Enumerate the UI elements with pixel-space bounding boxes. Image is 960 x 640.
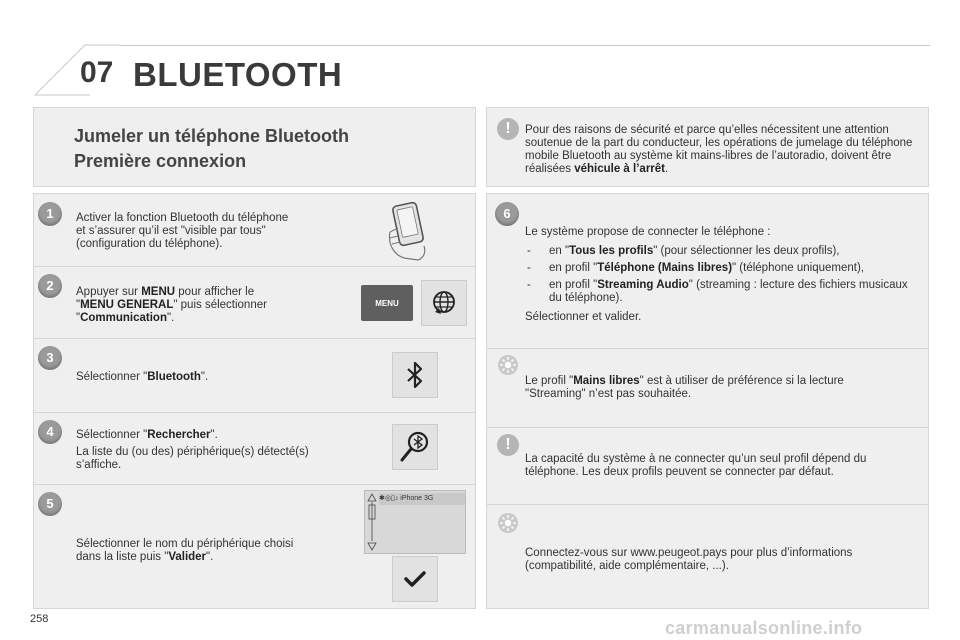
step-badge-1: 1 — [38, 202, 62, 226]
device-list-screen — [364, 490, 466, 554]
step-6-text: Le système propose de connecter le téléphone : - en "Tous les profils" (pour sélectionner les deux profils), - en profil "Téléphone (Mains libres)" (téléphone uniquement), - en profil "Streaming Audio" (streaming : lecture des fichiers musicaux du téléphone). Sélectionner et valider. — [525, 226, 920, 324]
safety-warning-text: Pour des raisons de sécurité et parce qu’elles nécessitent une attention soutenue de la part du conducteur, les opérations de jumelage du téléphone mobile Bluetooth au système kit mains-libres de l’autoradio, doivent être réalisées véhicule à l’arrêt. — [525, 124, 913, 175]
device-name: iPhone 3G — [400, 495, 434, 502]
warning-icon: ! — [497, 118, 519, 140]
header-rule — [120, 45, 930, 46]
watermark: carmanualsonline.info — [665, 618, 863, 638]
tip-sun-icon — [497, 512, 519, 534]
step-3-text: Sélectionner "Bluetooth". — [76, 371, 209, 383]
website-tip-text: Connectez-vous sur www.peugeot.pays pour plus d’informations (compatibilité, aide complémentaire, ...). — [525, 547, 853, 572]
profile-option: - en profil "Téléphone (Mains libres)" (téléphone uniquement), — [525, 262, 920, 275]
step-5-text: Sélectionner le nom du périphérique choisi dans la liste puis "Valider". — [76, 538, 294, 563]
bluetooth-search-icon — [392, 424, 438, 470]
profile-options-list — [525, 245, 920, 305]
info-panel — [486, 193, 929, 609]
step-1-text: Activer la fonction Bluetooth du téléphone et s’assurer qu’il est "visible par tous" (configuration du téléphone). — [76, 212, 289, 250]
profile-option: - en "Tous les profils" (pour sélectionner les deux profils), — [525, 245, 920, 258]
bluetooth-icon — [392, 352, 438, 398]
menu-button-icon: MENU — [361, 285, 413, 321]
step-4-text: Sélectionner "Rechercher". La liste du (ou des) périphérique(s) détecté(s) s’affiche. — [76, 429, 309, 471]
phone-in-hand-icon — [384, 198, 434, 264]
note-warning-icon: ! — [497, 434, 519, 456]
section-subtitle: Première connexion — [74, 151, 247, 171]
step-badge-2: 2 — [38, 274, 62, 298]
device-list-row — [379, 493, 465, 505]
section-title: Jumeler un téléphone Bluetooth — [74, 126, 350, 146]
scroll-rail-icon — [367, 493, 377, 551]
section-title-panel — [33, 107, 476, 187]
profile-option: - en profil "Streaming Audio" (streaming : lecture des fichiers musicaux du téléphone). — [525, 279, 920, 305]
step-badge-4: 4 — [38, 420, 62, 444]
safety-warning-panel — [486, 107, 929, 187]
step-badge-5: 5 — [38, 492, 62, 516]
chapter-number: 07 — [80, 56, 114, 89]
profile-capacity-note: La capacité du système à ne connecter qu’un seul profil dépend du téléphone. Les deux profils peuvent se connecter par défaut. — [525, 453, 867, 478]
validate-check-icon — [392, 556, 438, 602]
step-2-text: Appuyer sur MENU pour afficher le "MENU GENERAL" puis sélectionner "Communication". — [76, 286, 267, 324]
tip-hands-free-text: Le profil "Mains libres" est à utiliser de préférence si la lecture "Streaming" n’est pas souhaitée. — [525, 375, 844, 400]
chapter-title: BLUETOOTH — [133, 56, 343, 93]
step-badge-6: 6 — [495, 202, 519, 226]
step-badge-3: 3 — [38, 346, 62, 370]
tip-sun-icon — [497, 354, 519, 376]
communication-globe-icon — [421, 280, 467, 326]
steps-panel — [33, 193, 476, 609]
page-number: 258 — [30, 613, 49, 625]
device-status-icons: ✱◎▯♪ — [379, 495, 401, 502]
